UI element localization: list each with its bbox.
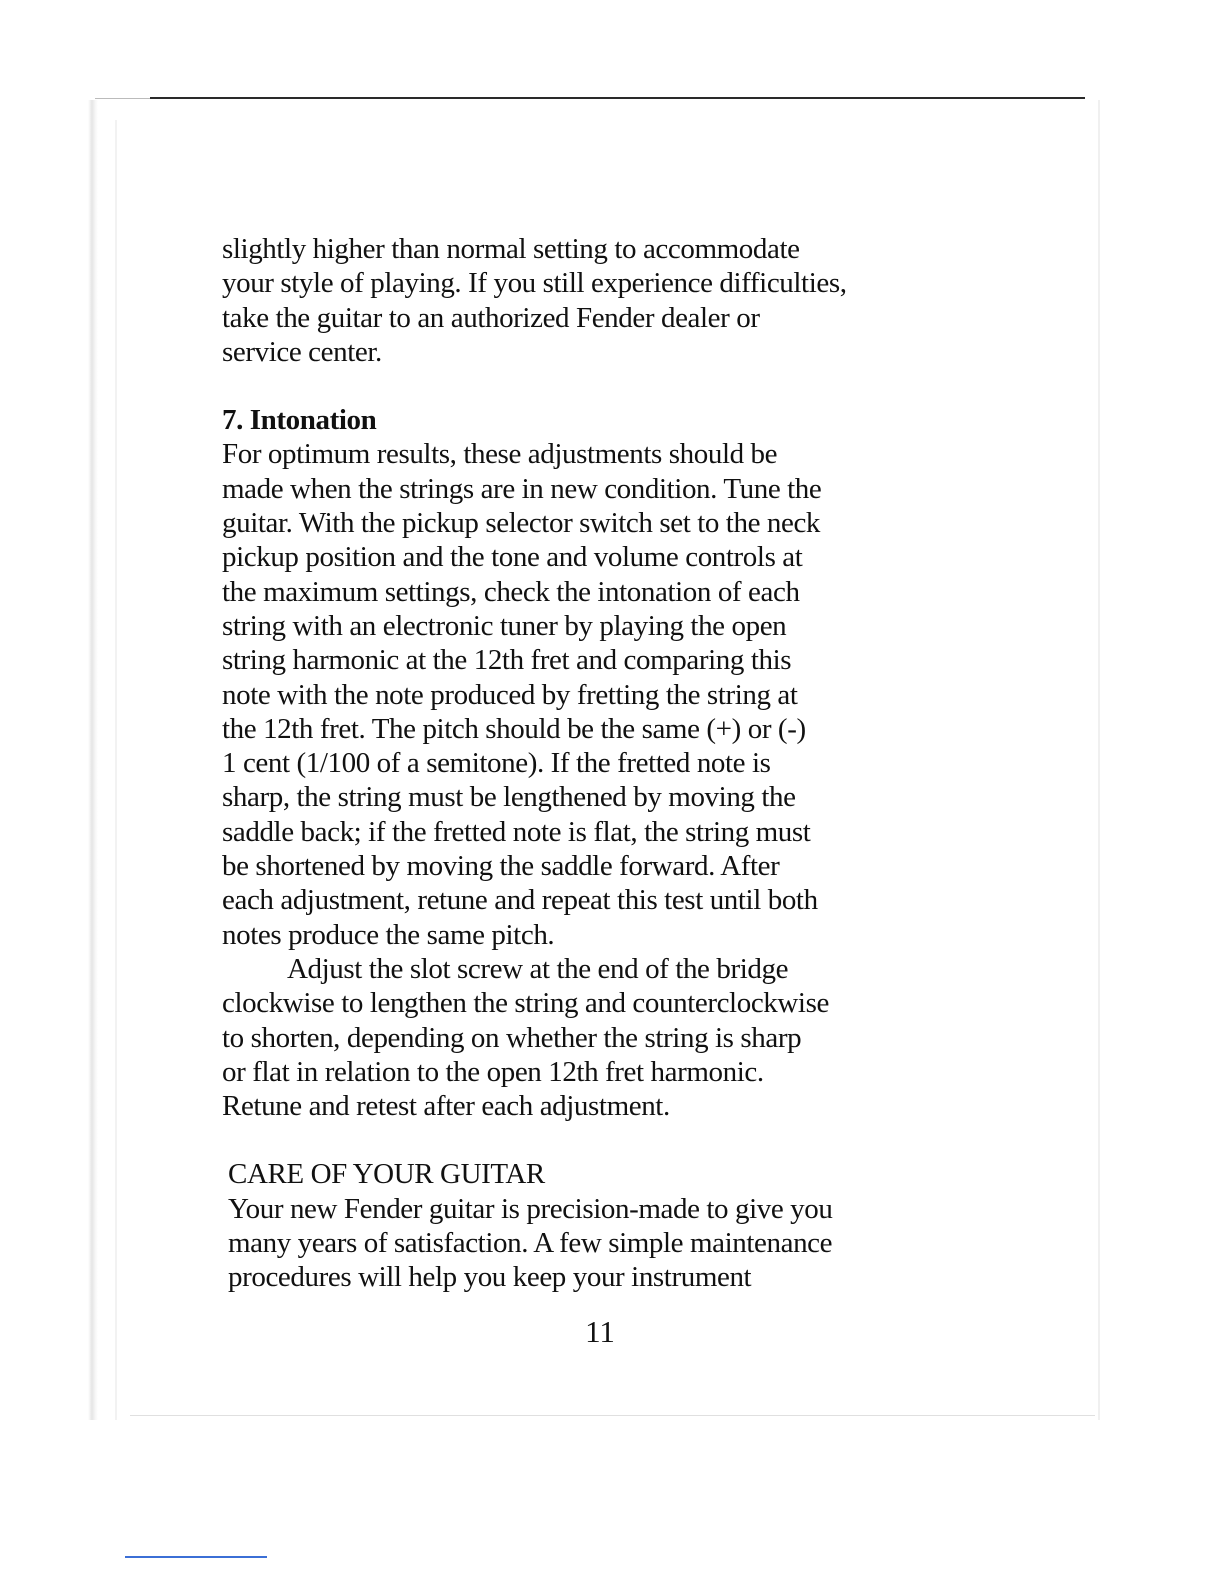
opening-line: service center. bbox=[222, 335, 382, 368]
intonation-line: be shortened by moving the saddle forward. After bbox=[222, 850, 780, 883]
page-number: 11 bbox=[585, 1314, 615, 1349]
scan-top-rule bbox=[150, 97, 1085, 99]
intonation-line: or flat in relation to the open 12th fret harmonic. bbox=[222, 1055, 764, 1088]
intonation-line: For optimum results, these adjustments should be bbox=[222, 438, 778, 471]
intonation-line: note with the note produced by fretting the string at bbox=[222, 678, 798, 711]
intonation-line: to shorten, depending on whether the string is sharp bbox=[222, 1021, 802, 1054]
intonation-line: Adjust the slot screw at the end of the bridge bbox=[287, 952, 789, 985]
intonation-line: made when the strings are in new condition. Tune the bbox=[222, 472, 822, 505]
scan-left-edge-line bbox=[115, 120, 117, 1420]
intonation-line: saddle back; if the fretted note is flat, the string must bbox=[222, 815, 811, 848]
intonation-line: guitar. With the pickup selector switch set to the neck bbox=[222, 507, 821, 540]
intonation-line: notes produce the same pitch. bbox=[222, 918, 555, 951]
scan-blue-underline bbox=[125, 1556, 267, 1558]
care-line: procedures will help you keep your instrument bbox=[228, 1261, 752, 1294]
care-line: many years of satisfaction. A few simple maintenance bbox=[228, 1227, 833, 1260]
intonation-line: the maximum settings, check the intonation of each bbox=[222, 575, 800, 608]
intonation-paragraph-1 bbox=[222, 437, 982, 951]
scan-right-edge-line bbox=[1098, 100, 1100, 1420]
scan-bottom-edge-line bbox=[130, 1415, 1095, 1416]
scan-left-edge-shadow bbox=[88, 100, 98, 1420]
opening-line: take the guitar to an authorized Fender dealer or bbox=[222, 301, 760, 334]
opening-line: your style of playing. If you still experience difficulties, bbox=[222, 267, 847, 300]
intonation-line: each adjustment, retune and repeat this test until both bbox=[222, 884, 818, 917]
intonation-line: string with an electronic tuner by playing the open bbox=[222, 609, 787, 642]
care-paragraph bbox=[228, 1192, 982, 1295]
intonation-line: pickup position and the tone and volume controls at bbox=[222, 541, 803, 574]
intonation-line: string harmonic at the 12th fret and comparing this bbox=[222, 644, 792, 677]
intonation-line: 1 cent (1/100 of a semitone). If the fretted note is bbox=[222, 747, 771, 780]
care-line: Your new Fender guitar is precision-made to give you bbox=[228, 1192, 833, 1225]
intonation-paragraph-2 bbox=[222, 952, 982, 1123]
intonation-line: Retune and retest after each adjustment. bbox=[222, 1090, 670, 1123]
care-heading: CARE OF YOUR GUITAR bbox=[228, 1158, 545, 1191]
opening-paragraph bbox=[222, 232, 982, 369]
intonation-line: sharp, the string must be lengthened by moving the bbox=[222, 781, 796, 814]
intonation-heading: 7. Intonation bbox=[222, 404, 377, 437]
care-section bbox=[228, 1157, 982, 1294]
opening-line: slightly higher than normal setting to accommodate bbox=[222, 233, 800, 265]
page-body bbox=[222, 232, 982, 1295]
intonation-line: the 12th fret. The pitch should be the same (+) or (-) bbox=[222, 712, 806, 745]
intonation-line: clockwise to lengthen the string and counterclockwise bbox=[222, 987, 829, 1020]
